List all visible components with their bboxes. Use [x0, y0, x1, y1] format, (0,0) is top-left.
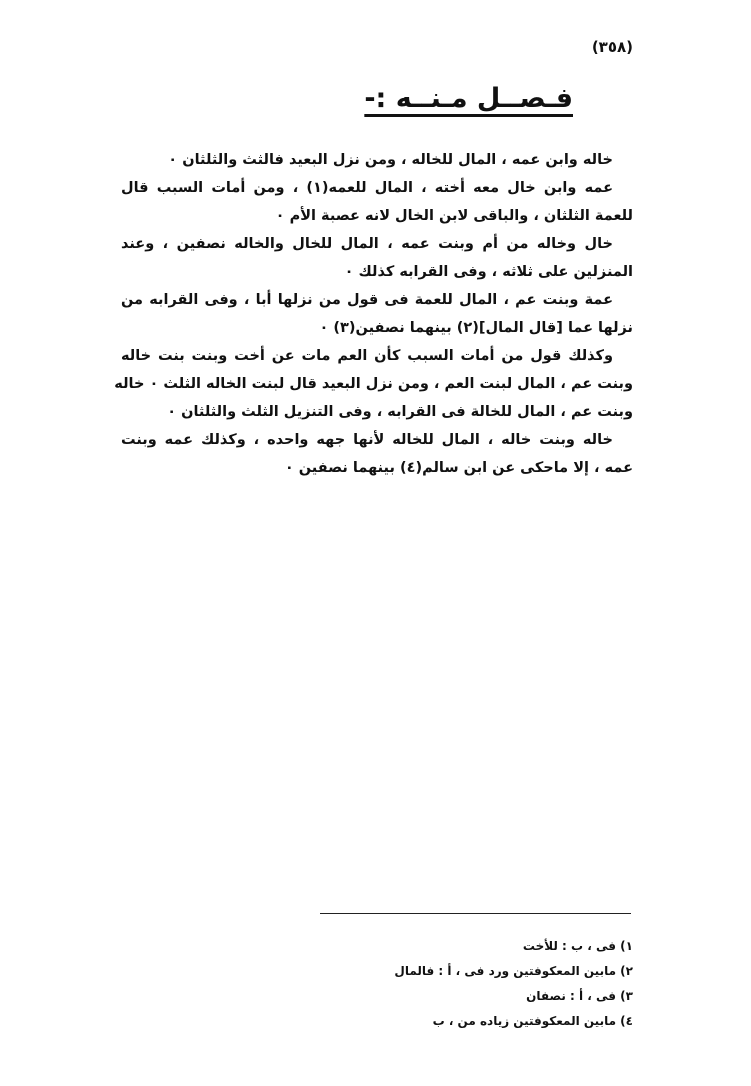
text-line: عمه ، إلا ماحكى عن ابن سالم(٤) بينهما نصفين ٠ — [284, 460, 633, 476]
page-number: (٣٥٨) — [591, 38, 633, 56]
footnote-divider — [320, 913, 631, 914]
footnotes — [303, 934, 633, 1034]
text-line: وكذلك قول من أمات السبب كأن العم مات عن أخت وبنت بنت خاله — [121, 348, 613, 364]
footnote: ٣) فى ، أ : نصفان — [526, 989, 633, 1003]
text-line: نزلها عما [قال المال](٢) بينهما نصفين(٣) ٠ — [319, 320, 633, 336]
section-title: فـصــل مـنــه :- — [364, 83, 573, 114]
footnote: ٤) مابين المعكوفتين زياده من ، ب — [432, 1014, 633, 1028]
text-line: وبنت عم ، المال للخالة فى القرابه ، وفى التنزيل الثلث والثلثان ٠ — [167, 404, 633, 420]
text-line: وبنت عم ، المال لبنت العم ، ومن نزل البعيد قال لبنت الخاله الثلث ٠ خاله — [114, 376, 633, 392]
text-line: للعمة الثلثان ، والباقى لابن الخال لانه عصبة الأم ٠ — [275, 208, 633, 224]
text-line: عمه وابن خال معه أخته ، المال للعمه(١) ، ومن أمات السبب قال — [121, 180, 614, 196]
text-line: خاله وبنت خاله ، المال للخاله لأنها جهه واحده ، وكذلك عمه وبنت — [121, 432, 613, 448]
text-line: خاله وابن عمه ، المال للخاله ، ومن نزل البعيد فالثث والثلثان ٠ — [168, 152, 613, 168]
text-line: خال وخاله من أم وبنت عمه ، المال للخال والخاله نصفين ، وعند — [121, 236, 613, 252]
text-line: المنزلين على ثلاثه ، وفى القرابه كذلك ٠ — [344, 264, 633, 280]
text-line: عمة وبنت عم ، المال للعمة فى قول من نزلها أبا ، وفى القرابه من — [121, 292, 613, 308]
footnote: ٢) مابين المعكوفتين ورد فى ، أ : فالمال — [394, 964, 633, 978]
footnote: ١) فى ، ب : للأخت — [522, 939, 633, 953]
body-text — [114, 146, 633, 482]
